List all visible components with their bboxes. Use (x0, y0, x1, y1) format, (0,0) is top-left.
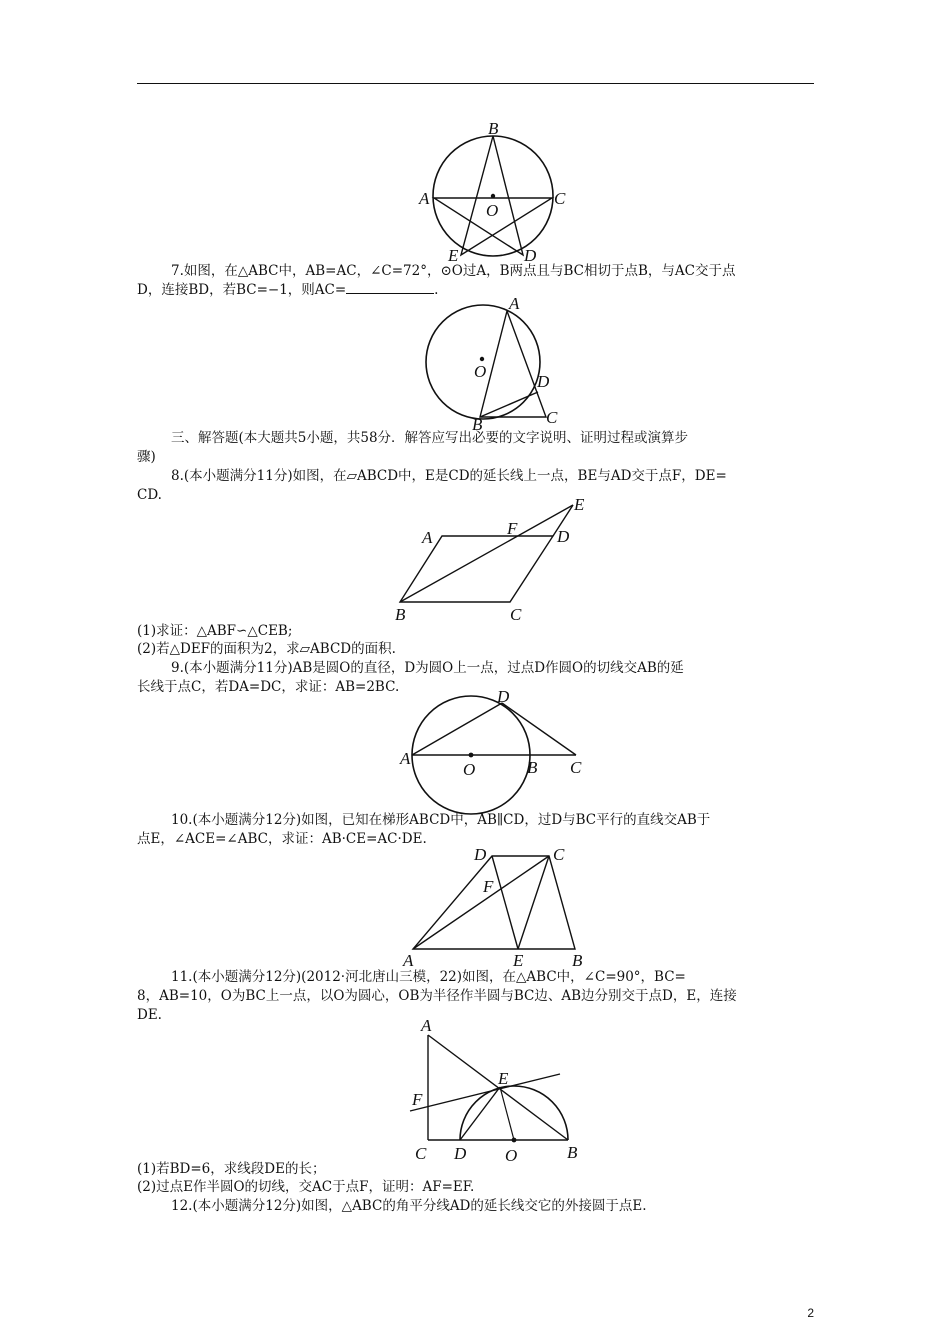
label: B (395, 605, 406, 624)
label: C (510, 605, 522, 624)
q9-line1: 9.(本小题满分11分)AB是圆O的直径，D为圆O上一点，过点D作圆O的切线交AB的延 (171, 660, 684, 676)
label: D (474, 845, 487, 864)
q12-line1: 12.(本小题满分12分)如图，△ABC的角平分线AD的延长线交它的外接圆于点E. (171, 1198, 647, 1214)
q8-sub1: (1)求证：△ABF∽△CEB; (137, 623, 293, 639)
label: E (498, 1069, 509, 1088)
q7-line2-end: . (434, 282, 439, 298)
label: O (505, 1146, 518, 1165)
label: D (537, 372, 550, 391)
label: A (403, 951, 414, 970)
label: A (400, 749, 411, 768)
label: B (567, 1143, 578, 1162)
q11-line2: 8，AB=10，O为BC上一点，以O为圆心，OB为半径作半圆与BC边、AB边分别交于点D，E，连接 (137, 988, 737, 1004)
label: E (448, 246, 459, 265)
q8-line1: 8.(本小题满分11分)如图，在▱ABCD中，E是CD的延长线上一点，BE与AD交于点F，DE= (171, 468, 727, 484)
label: C (553, 845, 565, 864)
figure-star-in-circle (410, 118, 580, 268)
label: B (527, 758, 538, 777)
label: F (483, 877, 494, 896)
label: O (486, 201, 499, 220)
answer-blank[interactable] (346, 281, 434, 294)
label: F (412, 1090, 423, 1109)
section3-line2: 骤) (137, 449, 156, 465)
q7-line2-text: D，连接BD，若BC=−1，则AC= (137, 282, 347, 298)
q11-sub1: (1)若BD=6，求线段DE的长； (137, 1161, 326, 1177)
label: O (474, 362, 487, 381)
label: C (415, 1144, 427, 1163)
label: F (507, 519, 518, 538)
q8-sub2: (2)若△DEF的面积为2，求▱ABCD的面积. (137, 641, 396, 657)
q11-sub2: (2)过点E作半圆O的切线，交AC于点F，证明：AF=EF. (137, 1179, 475, 1195)
q10-line1: 10.(本小题满分12分)如图，已知在梯形ABCD中，AB∥CD，过D与BC平行的直线交AB于 (171, 812, 711, 828)
label: D (524, 246, 537, 265)
label: C (570, 758, 582, 777)
header-rule (137, 83, 814, 84)
label: E (574, 495, 585, 514)
figure-q11 (400, 1015, 585, 1165)
q11-line1: 11.(本小题满分12分)(2012·河北唐山三模，22)如图，在△ABC中，∠C=90°，BC= (171, 969, 686, 985)
label: B (572, 951, 583, 970)
label: C (546, 408, 558, 427)
label: A (509, 294, 520, 313)
label: D (557, 527, 570, 546)
label: B (472, 415, 483, 434)
label: A (422, 528, 433, 547)
q11-line3: DE. (137, 1007, 162, 1023)
figure-q8-parallelogram (390, 495, 595, 625)
label: A (419, 189, 430, 208)
figure-q7 (420, 294, 570, 434)
label: O (463, 760, 476, 779)
label: A (421, 1016, 432, 1035)
label: B (488, 119, 499, 138)
q8-line2: CD. (137, 487, 162, 503)
label: C (554, 189, 566, 208)
label: E (513, 951, 524, 970)
figure-q10-trapezoid (398, 842, 593, 972)
q7-line1: 7.如图，在△ABC中，AB=AC，∠C=72°，⊙O过A，B两点且与BC相切于点B，与AC交于点 (171, 263, 736, 279)
section3-line1: 三、解答题(本大题共5小题，共58分．解答应写出必要的文字说明、证明过程或演算步 (171, 430, 689, 446)
q9-line2: 长线于点C，若DA=DC，求证：AB=2BC. (137, 679, 400, 695)
q10-line2: 点E，∠ACE=∠ABC，求证：AB·CE=AC·DE. (137, 831, 427, 847)
label: D (497, 687, 510, 706)
figure-q9 (396, 686, 596, 786)
label: D (454, 1144, 467, 1163)
page-number: 2 (807, 1306, 814, 1320)
